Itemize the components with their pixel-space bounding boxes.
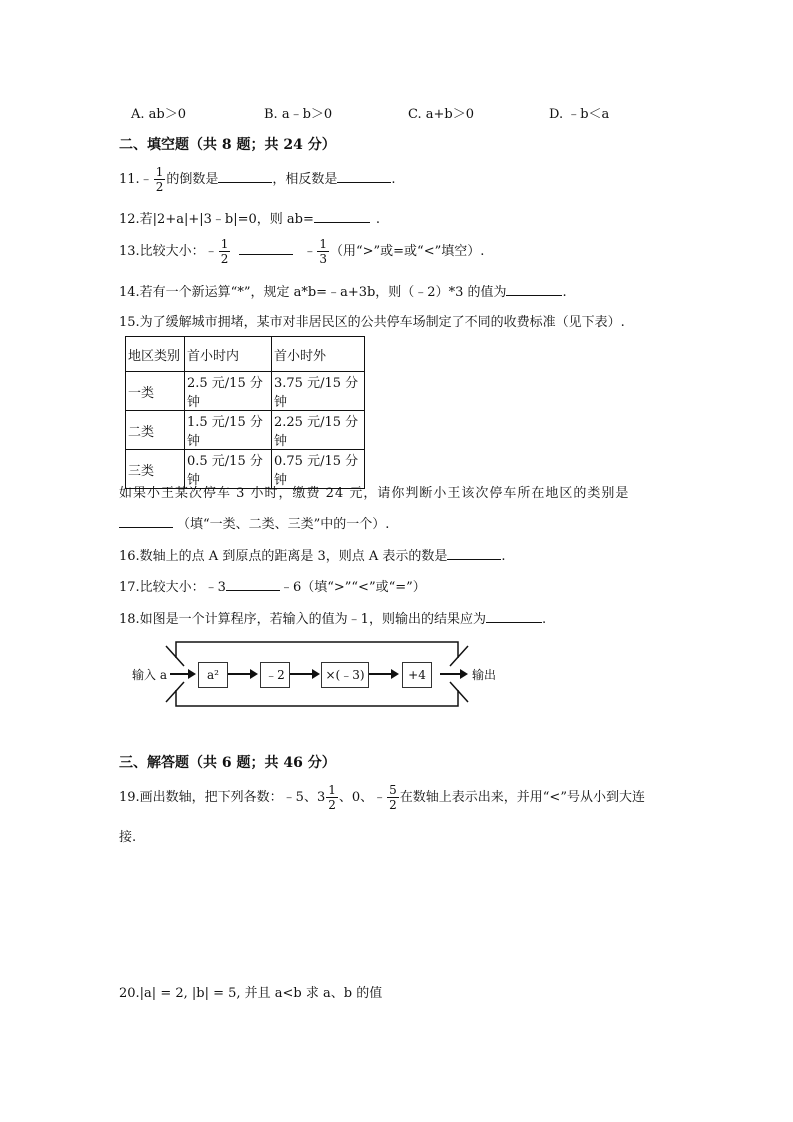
flow-output-label: 输出 (472, 668, 497, 682)
answer-blank (337, 182, 391, 183)
q16: 16.数轴上的点 A 到原点的距离是 3，则点 A 表示的数是 . (119, 549, 506, 564)
q14: 14.若有一个新运算“*”，规定 a*b=﹣a+3b，则（﹣2）*3 的值为 . (119, 285, 567, 300)
answer-blank (226, 590, 280, 591)
q13: 13.比较大小：﹣ $\frac{1}{2}$ ﹣ $\frac{1}{3}$ （用“>”或=或“<”填空）. (119, 237, 485, 266)
table-row: 一类 2.5 元/15 分钟 3.75 元/15 分钟 (126, 372, 365, 411)
table-header-row: 地区类别 首小时内 首小时外 (126, 337, 365, 372)
section2-title: 二、填空题（共 8 题；共 24 分） (119, 137, 336, 153)
flow-step-plus4: +4 (402, 662, 432, 688)
flow-step-square: a² (198, 662, 228, 688)
table-row: 二类 1.5 元/15 分钟 2.25 元/15 分钟 (126, 411, 365, 450)
q18: 18.如图是一个计算程序，若输入的值为﹣1，则输出的结果应为 . (119, 612, 547, 627)
arrow-icon (440, 673, 466, 675)
answer-blank (239, 254, 293, 255)
arrow-icon (170, 673, 194, 675)
q11: 11.﹣ $\frac{1}{2}$ 的倒数是 ，相反数是 . (119, 165, 396, 194)
answer-blank (506, 295, 562, 296)
calculation-flowchart (128, 640, 508, 710)
choice-d: D. ﹣b＜a (549, 107, 610, 122)
choice-a: A. ab＞0 (131, 107, 186, 122)
q10-choices (131, 103, 651, 121)
flow-step-times-neg3: ×(﹣3) (321, 662, 369, 688)
choice-c: C. a+b＞0 (408, 107, 474, 122)
section3-title: 三、解答题（共 6 题；共 46 分） (119, 755, 336, 771)
q15-follow1: 如果小王某次停车 3 小时，缴费 24 元，请你判断小王该次停车所在地区的类别是 (119, 486, 630, 501)
q19-line2: 接. (119, 830, 137, 845)
arrow-icon (228, 673, 256, 675)
answer-blank (486, 622, 542, 623)
q15-follow2: （填“一类、二类、三类”中的一个）. (119, 513, 389, 532)
flow-step-minus2: ﹣2 (260, 662, 290, 688)
answer-blank (447, 559, 501, 560)
q15: 15.为了缓解城市拥堵，某市对非居民区的公共停车场制定了不同的收费标准（见下表）. (119, 315, 625, 330)
flow-input-label: 输入 a (132, 668, 167, 682)
q19: 19.画出数轴，把下列各数：﹣5、3 $\frac{1}{2}$ 、0、﹣ $\frac{5}{2}$ 在数轴上表示出来，并用“<”号从小到大连 (119, 783, 645, 812)
answer-blank (314, 222, 370, 223)
answer-blank (218, 182, 272, 183)
q12: 12.若|2+a|+|3﹣b|=0，则 ab= . (119, 212, 380, 227)
q20: 20.|a| = 2, |b| = 5, 并且 a<b 求 a、b 的值 (119, 986, 383, 1001)
arrow-icon (369, 673, 397, 675)
fee-table (125, 336, 365, 489)
choice-b: B. a﹣b＞0 (264, 107, 333, 122)
fraction: $\frac{1}{2}$ (155, 165, 164, 194)
answer-blank (119, 527, 173, 528)
table-row: 三类 0.5 元/15 分钟 0.75 元/15 分钟 (126, 450, 365, 489)
q17: 17.比较大小：﹣3 ﹣6（填“>”“<”或“=”） (119, 580, 426, 595)
arrow-icon (290, 673, 318, 675)
